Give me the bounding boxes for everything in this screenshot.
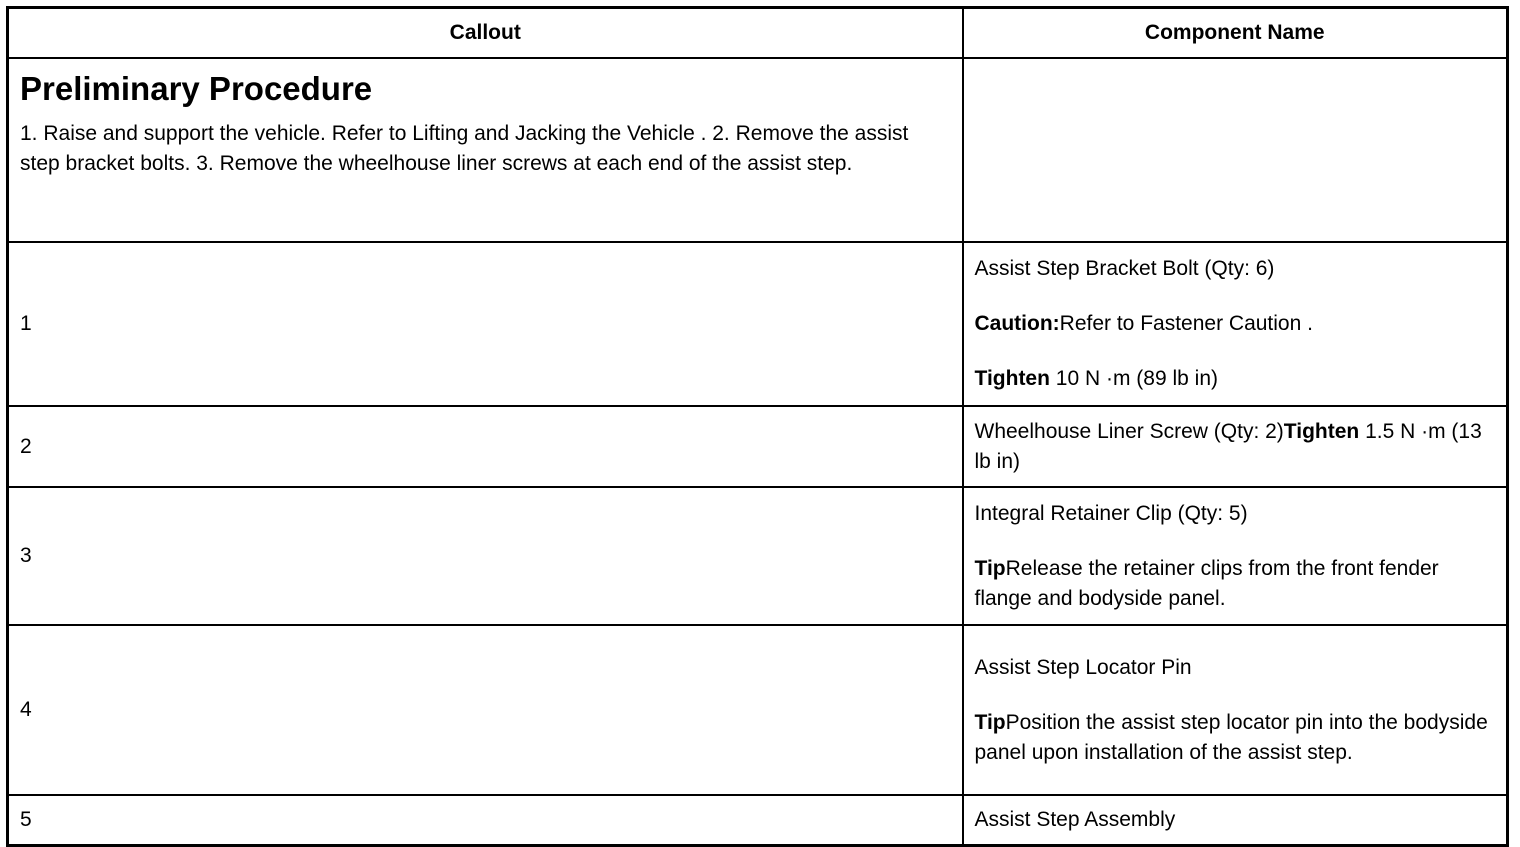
component-cell: [963, 487, 1508, 625]
component-cell: [963, 406, 1508, 487]
header-callout: Callout: [8, 8, 963, 59]
table-row: [8, 487, 1508, 625]
table-row: [8, 406, 1508, 487]
table-row: [8, 242, 1508, 406]
callout-table: [6, 6, 1509, 847]
caution-label: Caution:: [974, 312, 1060, 335]
component-name: Assist Step Bracket Bolt (Qty: 6): [974, 257, 1275, 280]
callout-cell: 2: [8, 406, 963, 487]
callout-cell: 4: [8, 625, 963, 795]
component-cell: [963, 242, 1508, 406]
component-cell: [963, 625, 1508, 795]
preliminary-text: 1. Raise and support the vehicle. Refer to Lifting and Jacking the Vehicle . 2. Remove the assist step bracket bolts. 3. Remove the wheelhouse liner screws at each end of the assist step.: [20, 122, 909, 175]
tip-label: Tip: [974, 710, 1006, 734]
tighten-label: Tighten: [974, 367, 1050, 390]
empty-cell: [963, 58, 1508, 242]
caution-text: Refer to Fastener Caution .: [1059, 312, 1313, 335]
callout-cell: 3: [8, 487, 963, 625]
caution-line: [975, 309, 1496, 339]
component-cell: [963, 795, 1508, 846]
tighten-line: [975, 364, 1496, 394]
header-component-name: Component Name: [963, 8, 1508, 59]
component-name: Assist Step Assembly: [974, 808, 1176, 831]
preliminary-cell: [8, 58, 963, 242]
tip-line: [975, 554, 1496, 614]
tip-label: Tip: [974, 556, 1006, 580]
preliminary-title: Preliminary Procedure: [20, 70, 373, 107]
component-name: Wheelhouse Liner Screw (Qty: 2): [974, 419, 1284, 443]
component-name: Integral Retainer Clip (Qty: 5): [974, 501, 1248, 525]
header-row: [8, 8, 1508, 59]
component-name-line: [975, 417, 1496, 477]
tighten-text: 1.5 N ·m (13 lb in): [974, 419, 1482, 473]
tip-text: Position the assist step locator pin into the bodyside panel upon installation of the assist step.: [974, 710, 1488, 764]
component-name: Assist Step Locator Pin: [974, 655, 1192, 679]
preliminary-row: [8, 58, 1508, 242]
callout-cell: 5: [8, 795, 963, 846]
table-row: [8, 795, 1508, 846]
callout-cell: 1: [8, 242, 963, 406]
table-row: [8, 625, 1508, 795]
tighten-text: 10 N ·m (89 lb in): [1049, 367, 1219, 390]
tip-text: Release the retainer clips from the front fender flange and bodyside panel.: [974, 556, 1439, 610]
tip-line: [975, 708, 1496, 768]
tighten-label: Tighten: [1283, 419, 1360, 443]
